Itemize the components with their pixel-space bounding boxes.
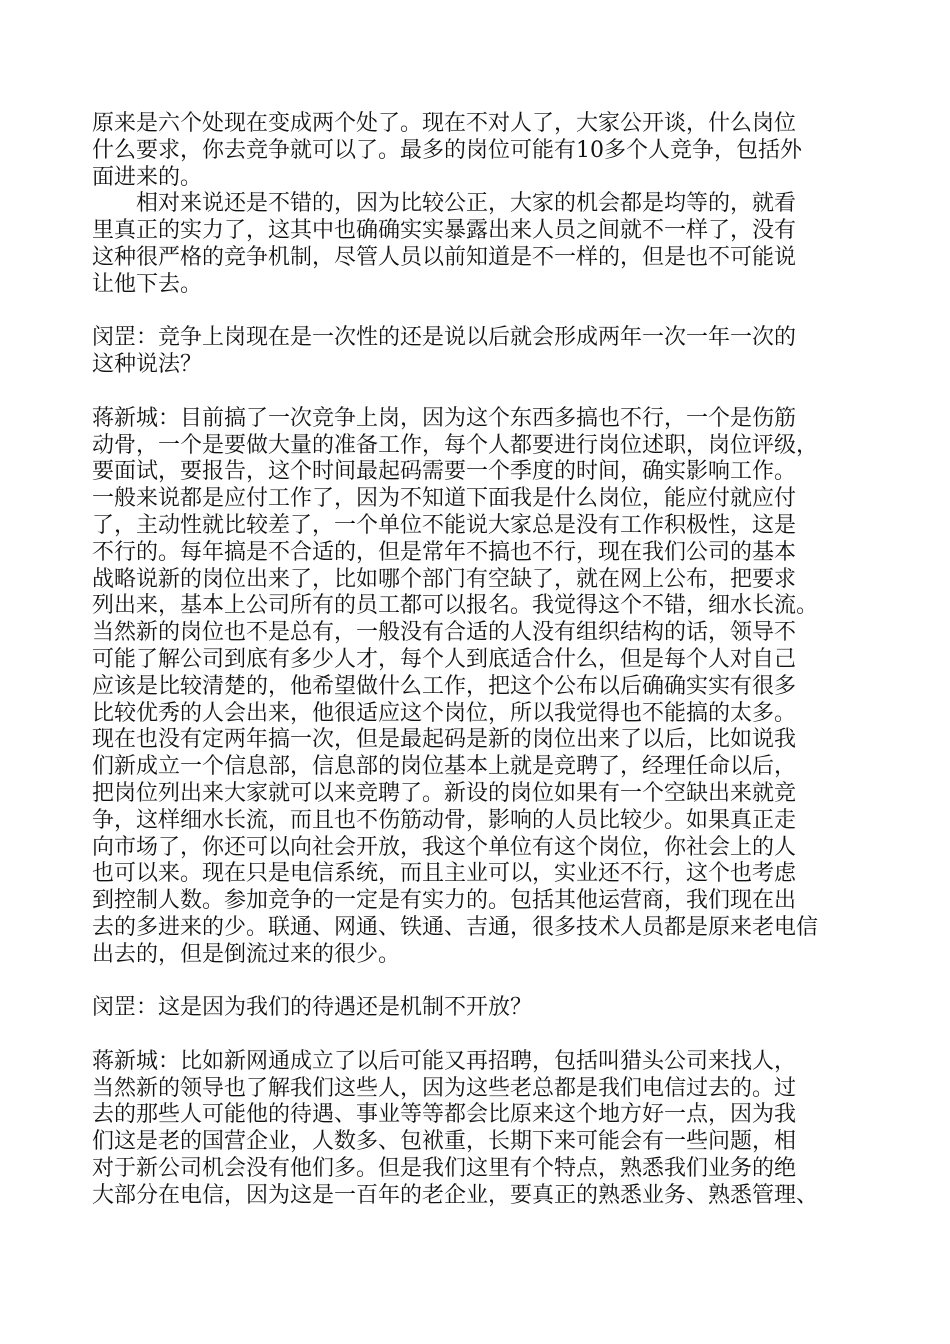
text-line: 列出来，基本上公司所有的员工都可以报名。我觉得这个不错，细水长流。 — [92, 593, 819, 619]
answer-2 — [92, 1049, 882, 1210]
text-line: 现在也没有定两年搞一次，但是最起码是新的岗位出来了以后，比如说我 — [92, 727, 797, 753]
text-line: 闵罡：竞争上岗现在是一次性的还是说以后就会形成两年一次一年一次的 — [92, 325, 797, 351]
text-line: 去的多进来的少。联通、网通、铁通、吉通，很多技术人员都是原来老电信 — [92, 914, 819, 940]
paragraph-spacer — [92, 379, 882, 406]
paragraph-fairness — [92, 191, 882, 298]
text-line: 了，主动性就比较差了，一个单位不能说大家总是没有工作积极性，这是 — [92, 512, 797, 538]
text-line: 这种说法？ — [92, 352, 203, 378]
text-line: 战略说新的岗位出来了，比如哪个部门有空缺了，就在网上公布，把要求 — [92, 566, 797, 592]
text-line: 原来是六个处现在变成两个处了。现在不对人了，大家公开谈，什么岗位 — [92, 111, 797, 136]
text-line: 大部分在电信，因为这是一百年的老企业，要真正的熟悉业务、熟悉管理、 — [92, 1182, 819, 1208]
text-line: 可能了解公司到底有多少人才，每个人到底适合什么，但是每个人对自己 — [92, 646, 797, 672]
text-line: 不行的。每年搞是不合适的，但是常年不搞也不行，现在我们公司的基本 — [92, 539, 797, 565]
text-line: 当然新的岗位也不是总有，一般没有合适的人没有组织结构的话，领导不 — [92, 620, 797, 646]
text-line: 闵罡：这是因为我们的待遇还是机制不开放？ — [92, 995, 533, 1021]
text-line: 让他下去。 — [92, 271, 203, 297]
text-line: 应该是比较清楚的，他希望做什么工作，把这个公布以后确确实实有很多 — [92, 673, 797, 699]
answer-1 — [92, 406, 882, 969]
document-page — [92, 111, 882, 1210]
text-line: 相对来说还是不错的，因为比较公正，大家的机会都是均等的，就看 — [136, 191, 797, 217]
paragraph-spacer — [92, 969, 882, 996]
text-line: 争，这样细水长流，而且也不伤筋动骨，影响的人员比较少。如果真正走 — [92, 807, 797, 833]
text-line: 们这是老的国营企业，人数多、包袱重，长期下来可能会有一些问题，相 — [92, 1129, 797, 1155]
text-line: 蒋新城：目前搞了一次竞争上岗，因为这个东西多搞也不行，一个是伤筋 — [92, 405, 797, 431]
text-line: 什么要求，你去竞争就可以了。最多的岗位可能有10多个人竞争，包括外 — [92, 137, 802, 163]
text-line: 要面试，要报告，这个时间最起码需要一个季度的时间，确实影响工作。 — [92, 459, 797, 485]
text-line: 当然新的领导也了解我们这些人，因为这些老总都是我们电信过去的。过 — [92, 1075, 797, 1101]
text-line: 也可以来。现在只是电信系统，而且主业可以，实业还不行，这个也考虑 — [92, 861, 797, 887]
text-line: 这种很严格的竞争机制，尽管人员以前知道是不一样的，但是也不可能说 — [92, 244, 797, 270]
text-line: 里真正的实力了，这其中也确确实实暴露出来人员之间就不一样了，没有 — [92, 218, 797, 244]
text-line: 面进来的。 — [92, 164, 203, 190]
paragraph-spacer — [92, 1022, 882, 1049]
question-2 — [92, 995, 882, 1022]
text-line: 一般来说都是应付工作了，因为不知道下面我是什么岗位，能应付就应付 — [92, 486, 797, 512]
paragraph-intro — [92, 111, 882, 191]
text-line: 把岗位列出来大家就可以来竞聘了。新设的岗位如果有一个空缺出来就竞 — [92, 780, 797, 806]
text-line: 动骨，一个是要做大量的准备工作，每个人都要进行岗位述职，岗位评级， — [92, 432, 819, 458]
text-line: 蒋新城：比如新网通成立了以后可能又再招聘，包括叫猎头公司来找人， — [92, 1048, 797, 1074]
text-line: 对于新公司机会没有他们多。但是我们这里有个特点，熟悉我们业务的绝 — [92, 1156, 797, 1182]
question-1 — [92, 325, 882, 379]
text-line: 们新成立一个信息部，信息部的岗位基本上就是竞聘了，经理任命以后， — [92, 754, 797, 780]
text-line: 比较优秀的人会出来，他很适应这个岗位，所以我觉得也不能搞的太多。 — [92, 700, 797, 726]
text-line: 向市场了，你还可以向社会开放，我这个单位有这个岗位，你社会上的人 — [92, 834, 797, 860]
paragraph-spacer — [92, 299, 882, 326]
text-line: 去的那些人可能他的待遇、事业等等都会比原来这个地方好一点，因为我 — [92, 1102, 797, 1128]
text-line: 出去的，但是倒流过来的很少。 — [92, 941, 401, 967]
text-line: 到控制人数。参加竞争的一定是有实力的。包括其他运营商，我们现在出 — [92, 888, 797, 914]
